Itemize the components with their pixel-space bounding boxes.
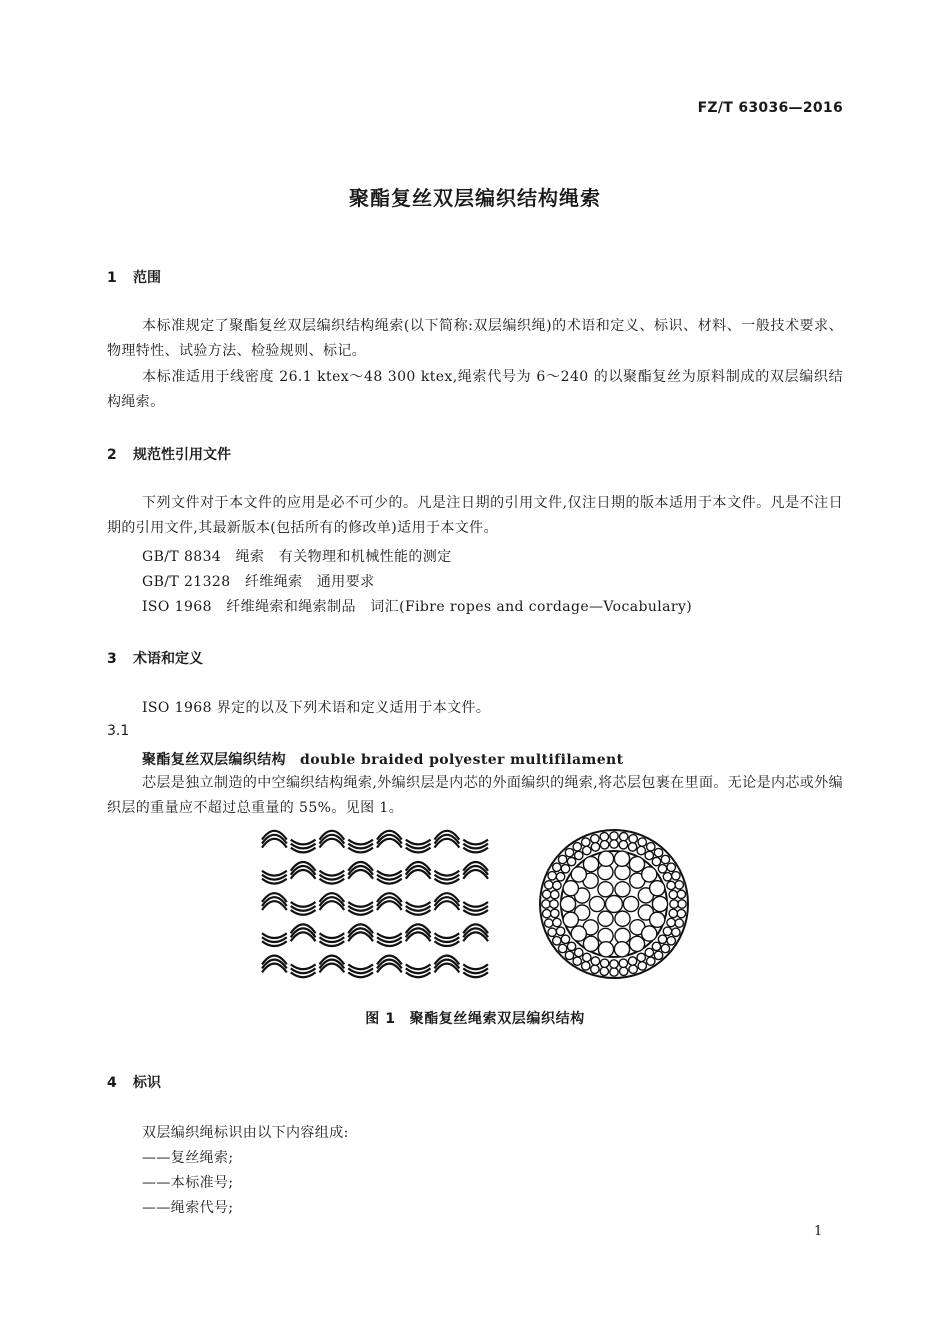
- filament-circle: [647, 843, 655, 851]
- braid-strand: [320, 871, 345, 876]
- filament-circle: [619, 832, 627, 840]
- filament-circle: [583, 846, 591, 854]
- section-1-heading: [107, 267, 161, 287]
- section-title: 术语和定义: [133, 651, 203, 667]
- section-3-intro: ISO 1968 界定的以及下列术语和定义适用于本文件。: [142, 700, 491, 716]
- filament-circle: [571, 867, 586, 882]
- filament-circle: [650, 881, 665, 896]
- filament-circle: [610, 968, 618, 976]
- braid-surface-illustration: [260, 828, 490, 984]
- filament-circle: [647, 957, 655, 965]
- figure-number: 图 1: [365, 1011, 396, 1027]
- section-number: 2: [107, 447, 117, 463]
- filament-circle: [614, 851, 629, 866]
- filament-circle: [610, 832, 618, 840]
- filament-circle: [589, 896, 604, 911]
- filament-circle: [610, 840, 618, 848]
- filament-circle: [561, 935, 569, 943]
- filament-circle: [556, 873, 564, 881]
- filament-circle: [591, 843, 599, 851]
- braid-strand: [435, 933, 460, 938]
- filament-circle: [629, 835, 637, 843]
- section-3-heading: [107, 648, 203, 668]
- filament-circle: [583, 857, 598, 872]
- filament-circle: [556, 927, 564, 935]
- braid-strand: [406, 840, 431, 845]
- filament-circle: [615, 911, 630, 926]
- filament-circle: [548, 872, 556, 880]
- braid-strand: [435, 871, 460, 876]
- filament-circle: [548, 928, 556, 936]
- filament-circle: [553, 863, 561, 871]
- filament-circle: [652, 942, 660, 950]
- filament-circle: [678, 900, 686, 908]
- filament-circle: [598, 851, 613, 866]
- filament-circle: [542, 900, 550, 908]
- braid-strand: [348, 902, 373, 907]
- filament-circle: [628, 957, 636, 965]
- filament-circle: [573, 957, 581, 965]
- filament-circle: [573, 843, 581, 851]
- filament-circle: [677, 890, 685, 898]
- filament-circle: [563, 912, 578, 927]
- list-item: ——复丝绳索;: [142, 1150, 234, 1166]
- filament-circle: [677, 909, 685, 917]
- figure-caption: [0, 1008, 950, 1028]
- filament-circle: [654, 951, 662, 959]
- filament-circle: [675, 881, 683, 889]
- filament-circle: [551, 909, 559, 917]
- filament-circle: [571, 926, 586, 941]
- filament-circle: [550, 900, 558, 908]
- filament-circle: [675, 919, 683, 927]
- filament-circle: [591, 957, 599, 965]
- filament-circle: [623, 896, 638, 911]
- standard-code: FZ/T 63036—2016: [697, 100, 843, 116]
- filament-circle: [629, 936, 644, 951]
- filament-circle: [553, 881, 561, 889]
- filament-circle: [600, 967, 608, 975]
- filament-circle: [558, 944, 566, 952]
- filament-circle: [637, 953, 645, 961]
- section-title: 规范性引用文件: [133, 447, 231, 463]
- filament-circle: [558, 855, 566, 863]
- filament-circle: [672, 872, 680, 880]
- filament-circle: [638, 838, 646, 846]
- filament-circle: [598, 911, 613, 926]
- filament-circle: [561, 865, 569, 873]
- filament-circle: [667, 937, 675, 945]
- clause-number: 3.1: [107, 723, 130, 739]
- braid-strand: [262, 933, 287, 938]
- filament-circle: [598, 942, 613, 957]
- filament-circle: [670, 900, 678, 908]
- filament-circle: [545, 881, 553, 889]
- braid-strand: [291, 964, 316, 969]
- filament-circle: [553, 937, 561, 945]
- filament-circle: [654, 848, 662, 856]
- filament-circle: [619, 967, 627, 975]
- filament-circle: [542, 890, 550, 898]
- filament-circle: [575, 851, 583, 859]
- section-1-paragraph-2: 本标准适用于线密度 26.1 ktex～48 300 ktex,绳索代号为 6～240 的以聚酯复丝为原料制成的双层编织结构绳索。: [107, 369, 843, 410]
- filament-circle: [610, 960, 618, 968]
- filament-circle: [565, 951, 573, 959]
- braid-strand: [377, 933, 402, 938]
- filament-circle: [606, 896, 623, 913]
- filament-circle: [565, 848, 573, 856]
- braid-strand: [291, 902, 316, 907]
- filament-circle: [663, 873, 671, 881]
- filament-circle: [567, 942, 575, 950]
- section-number: 1: [107, 270, 117, 286]
- filament-circle: [642, 926, 657, 941]
- filament-circle: [629, 857, 644, 872]
- filament-circle: [583, 936, 598, 951]
- filament-circle: [652, 857, 660, 865]
- section-title: 标识: [133, 1075, 161, 1091]
- filament-circle: [567, 857, 575, 865]
- filament-circle: [663, 927, 671, 935]
- section-4-heading: [107, 1072, 161, 1092]
- filament-circle: [637, 846, 645, 854]
- braid-strand: [463, 840, 488, 845]
- section-1-paragraph-1: 本标准规定了聚酯复丝双层编织结构绳索(以下简称:双层编织绳)的术语和定义、标识、材料、一般技术要求、物理特性、试验方法、检验规则、标记。: [107, 318, 843, 359]
- filament-circle: [619, 841, 627, 849]
- filament-circle: [628, 843, 636, 851]
- term-english: double braided polyester multifilament: [300, 752, 624, 768]
- filament-circle: [563, 881, 578, 896]
- braid-strand: [406, 902, 431, 907]
- figure-caption-text: 聚酯复丝绳索双层编织结构: [409, 1011, 585, 1027]
- braid-strand: [262, 871, 287, 876]
- filament-circle: [560, 896, 575, 911]
- filament-circle: [667, 863, 675, 871]
- filament-circle: [600, 841, 608, 849]
- braid-strand: [463, 964, 488, 969]
- filament-circle: [600, 832, 608, 840]
- braid-strand: [406, 964, 431, 969]
- filament-circle: [583, 953, 591, 961]
- reference-item: GB/T 21328 纤维绳索 通用要求: [142, 574, 375, 590]
- filament-circle: [614, 942, 629, 957]
- list-item: ——本标准号;: [142, 1175, 234, 1191]
- term-entry: [142, 749, 624, 769]
- braid-strand: [377, 871, 402, 876]
- document-title: 聚酯复丝双层编织结构绳索: [349, 186, 601, 210]
- section-4-intro: 双层编织绳标识由以下内容组成:: [142, 1125, 349, 1141]
- term-chinese: 聚酯复丝双层编织结构: [142, 752, 286, 768]
- filament-circle: [629, 965, 637, 973]
- filament-circle: [638, 962, 646, 970]
- filament-circle: [672, 928, 680, 936]
- page-number: 1: [814, 1224, 823, 1239]
- section-title: 范围: [133, 270, 161, 286]
- filament-circle: [591, 965, 599, 973]
- section-2-intro: 下列文件对于本文件的应用是必不可少的。凡是注日期的引用文件,仅注日期的版本适用于本文件。凡是不注日期的引用文件,其最新版本(包括所有的修改单)适用于本文件。: [107, 495, 843, 536]
- filament-circle: [650, 912, 665, 927]
- filament-circle: [553, 918, 561, 926]
- reference-item: ISO 1968 纤维绳索和绳索制品 词汇(Fibre ropes and cordage—Vocabulary): [142, 599, 693, 615]
- filament-circle: [645, 851, 653, 859]
- filament-circle: [642, 867, 657, 882]
- filament-circle: [598, 882, 613, 897]
- braid-strand: [291, 840, 316, 845]
- braid-strand: [348, 840, 373, 845]
- filament-circle: [658, 935, 666, 943]
- term-definition: 芯层是独立制造的中空编织结构绳索,外编织层是内芯的外面编织的绳索,将芯层包裹在里面。无论是内芯或外编织层的重量应不超过总重量的 55%。见图 1。: [107, 775, 843, 816]
- reference-item: GB/T 8834 绳索 有关物理和机械性能的测定: [142, 549, 452, 565]
- filament-circle: [652, 896, 667, 911]
- filament-circle: [545, 919, 553, 927]
- braid-strand: [320, 933, 345, 938]
- section-2-heading: [107, 444, 231, 464]
- filament-circle: [575, 948, 583, 956]
- section-number: 4: [107, 1075, 117, 1091]
- filament-circle: [582, 838, 590, 846]
- filament-circle: [669, 909, 677, 917]
- filament-circle: [669, 890, 677, 898]
- filament-circle: [667, 918, 675, 926]
- filament-circle: [661, 944, 669, 952]
- section-number: 3: [107, 651, 117, 667]
- list-item: ——绳索代号;: [142, 1200, 234, 1216]
- filament-circle: [615, 882, 630, 897]
- filament-circle: [582, 962, 590, 970]
- braid-strand: [463, 902, 488, 907]
- filament-circle: [591, 835, 599, 843]
- filament-circle: [600, 959, 608, 967]
- filament-circle: [667, 881, 675, 889]
- rope-cross-section-illustration: [538, 828, 690, 980]
- braid-strand: [348, 964, 373, 969]
- filament-circle: [661, 855, 669, 863]
- filament-circle: [551, 890, 559, 898]
- filament-circle: [645, 948, 653, 956]
- filament-circle: [542, 909, 550, 917]
- filament-circle: [658, 865, 666, 873]
- filament-circle: [619, 959, 627, 967]
